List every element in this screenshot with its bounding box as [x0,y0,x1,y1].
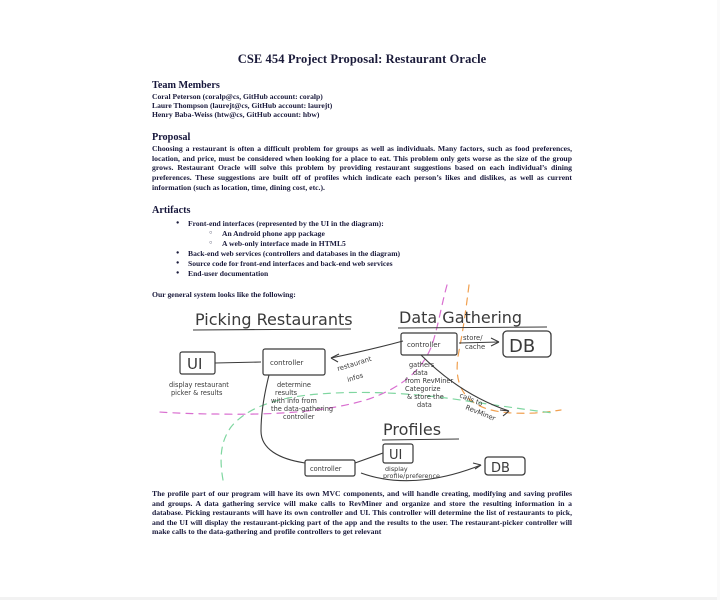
closing-paragraph: The profile part of our program will have its own MVC components, and will handle creating, modifying and saving profiles and groups. A data gathering service will make calls to RevMiner and organize and store the resulting information in a database. Picking restaurants will have its own controller and UI. This controller will determine the list of restaurants to pick, and the UI will display the restaurant-picking part of the app and the results to the user. The restaurant-picker controller will make calls to the data-gathering and profile controllers to get relevant [152,489,572,537]
node-label-profiles-ui: UI [389,448,403,463]
diagram-lead-in: Our general system looks like the following: [152,290,296,300]
node-caption-pc-2: results [275,389,298,397]
region-label-profiles: Profiles [383,420,442,439]
node-caption-pc-5: controller [283,413,315,421]
node-label-gathering-db: DB [509,336,536,357]
team-member-line: Coral Peterson (coralp@cs, GitHub account: coralp) [152,92,323,101]
region-label-picking: Picking Restaurants [195,310,353,329]
data-gathering-region [398,308,551,423]
closing-section [152,488,572,537]
edge-ui-controller [215,362,261,363]
list-item [210,229,572,239]
node-label-profiles-controller: controller [310,465,342,473]
artifact-sublabel: An Android phone app package [222,229,325,239]
list-item [210,239,572,249]
edge-profiles-controller-ui [355,453,383,463]
picking-restaurants-region [169,310,403,463]
list-item [178,269,572,279]
list-item [178,219,572,249]
profiles-region [305,420,525,481]
team-member-line: Henry Baba-Weiss (htw@cs, GitHub account: hbw) [152,110,320,120]
node-caption-pc-3: with info from [271,397,317,405]
system-architecture-diagram [155,283,565,483]
node-caption-gc-1: gathers [409,361,435,369]
node-label-profiles-db: DB [491,461,510,476]
region-label-gathering: Data Gathering [399,308,523,327]
document-column [152,0,572,299]
edge-label-restaurant-infos: restaurant [336,354,373,373]
artifact-label: Source code for front-end interfaces and back-end web services [188,259,393,269]
underline-profiles [382,439,459,440]
edge-label-restaurant-infos-2: infos [346,371,365,384]
artifact-label: End-user documentation [188,269,269,279]
artifact-label: Front-end interfaces (represented by the UI in the diagram): [188,219,384,229]
arrowhead-gathering-to-picking [331,354,339,362]
node-caption-pc-1: determine [277,381,311,389]
team-member-line: Laure Thompson (laurejt@cs, GitHub account: laurejt) [152,101,333,111]
section-heading-artifacts: Artifacts [152,205,191,217]
artifacts-list [152,219,572,279]
node-caption-pc-4: the data-gathering [271,405,334,413]
section-heading-team-members: Team Members [152,80,220,91]
node-caption-gc-5: & store the [407,393,444,401]
node-caption-gc-4: Categorize [405,385,441,393]
artifact-label: Back-end web services (controllers and databases in the diagram) [188,249,401,259]
node-caption-picking-ui: display restaurant [169,381,229,389]
edge-label-calls-to: calls to [458,391,484,408]
underline-gathering [398,327,547,328]
node-label-picking-ui: UI [187,355,203,373]
section-heading-proposal: Proposal [152,132,191,144]
node-label-picking-controller: controller [270,359,304,367]
artifact-sublabel: A web-only interface made in HTML5 [222,239,346,249]
node-caption-pu-1: display [385,465,408,473]
list-item [178,249,572,259]
list-item [178,259,572,269]
node-caption-gc-2: data [413,369,428,377]
node-caption-gc-6: data [417,401,432,409]
edge-label-cache: cache [465,343,486,351]
node-caption-gc-3: from RevMiner [405,377,454,385]
artifacts-sublist [188,229,572,249]
underline-picking [193,329,351,330]
page-title: CSE 454 Project Proposal: Restaurant Oracle [237,52,487,66]
edge-label-revminer: RevMiner [464,403,497,423]
node-caption-picking-ui-2: picker & results [171,389,223,397]
node-label-gathering-controller: controller [407,341,441,349]
proposal-paragraph: Choosing a restaurant is often a difficult problem for groups as well as individuals. Many factors, such as food preferences, location, and price, must be considered when looking for a place to eat. This problem only gets worse as the size of the group grows. Restaurant Oracle will solve this problem by providing restaurant suggestions based on each individual’s dining preferences. These suggestions are built off of profiles which indicate each person’s likes and dislikes, as well as current information (such as location, time, dining cost, etc.). [152,144,572,192]
node-caption-pu-2: profile/preference [383,472,440,480]
edge-label-store: store/ [463,334,483,342]
